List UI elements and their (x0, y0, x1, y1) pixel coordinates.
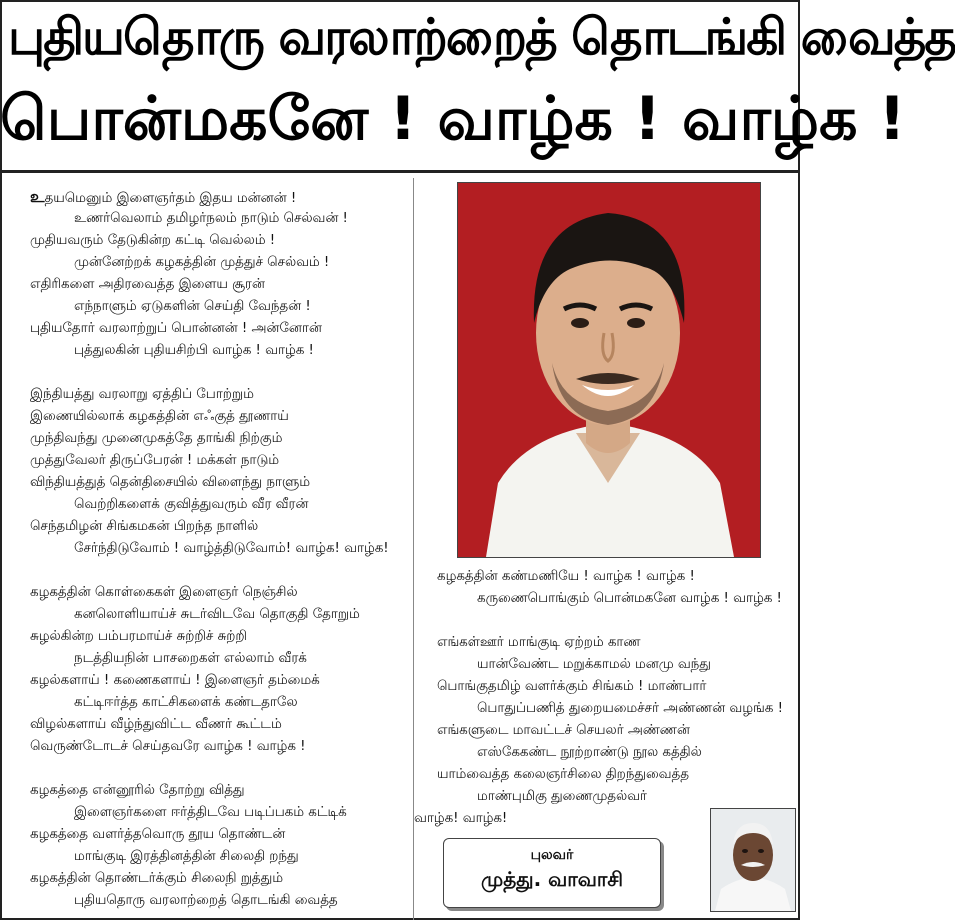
poem-left-line: சேர்ந்திடுவோம் ! வாழ்த்திடுவோம்! வாழ்க! வாழ்க! (74, 541, 389, 556)
poem-left-line: செந்தமிழன் சிங்கமகன் பிறந்த நாளில் (30, 519, 259, 534)
poem-right-line: யான்வேண்ட மறுக்காமல் மனமு வந்து (477, 657, 711, 672)
poem-left-line: விந்தியத்துத் தென்திசையில் விளைந்து நாளும் (30, 475, 310, 490)
poem-left-line: கழகத்தின் கொள்கைகள் இளைஞர் நெஞ்சில் (30, 585, 298, 600)
poem-left-line (30, 362, 410, 384)
drop-initial: உ (30, 187, 45, 206)
closing-line-wrap (414, 808, 507, 830)
poem-left-line: புதியதோர் வரலாற்றுப் பொன்னன் ! அன்னோன் (30, 321, 322, 336)
poem-left-line (30, 560, 410, 582)
poet-photo (710, 808, 796, 912)
poem-right-line: கழகத்தின் கண்மணியே ! வாழ்க ! வாழ்க ! (437, 569, 695, 584)
poem-left-line: கழல்களாய் ! கணைகளாய் ! இளைஞர் தம்மைக் (30, 673, 320, 688)
poem-left-line: இளைஞர்களை ஈர்த்திடவே படிப்பகம் கட்டிக் (74, 805, 347, 820)
poem-right-line: எஸ்கேகண்ட நூற்றாண்டு நூல கத்தில் (477, 745, 702, 760)
poem-left-column (30, 186, 410, 912)
poem-left-line: வெருண்டோடச் செய்தவரே வாழ்க ! வாழ்க ! (30, 739, 306, 754)
portrait-illustration (458, 183, 760, 557)
poem-right-column (437, 566, 797, 808)
poem-left-line (30, 758, 410, 780)
poem-right-line: மாண்புமிகு துணைமுதல்வர் (477, 789, 647, 804)
poem-right-line: பொதுப்பணித் துறையமைச்சர் அண்ணன் வழங்க ! (477, 701, 783, 716)
poem-left-line-rest: தயமெனும் இளைஞர்தம் இதய மன்னன் ! (44, 191, 297, 206)
poem-left-line: எதிரிகளை அதிரவைத்த இளைய சூரன் (30, 277, 265, 292)
headline-block (0, 0, 955, 172)
poem-left-line: கழகத்தை என்னூரில் தோற்று வித்து (30, 783, 245, 798)
poem-left-line: விழல்களாய் வீழ்ந்துவிட்ட வீணர் கூட்டம் (30, 717, 282, 732)
poem-left-line: முன்னேற்றக் கழகத்தின் முத்துச் செல்வம் ! (74, 255, 330, 270)
poem-right-line: எங்களுடை மாவட்டச் செயலர் அண்ணன் (437, 723, 690, 738)
poem-left-line: முத்துவேலர் திருப்பேரன் ! மக்கள் நாடும் (30, 453, 280, 468)
poem-right-line (437, 610, 797, 632)
poem-left-line: உணர்வெலாம் தமிழர்நலம் நாடும் செல்வன் ! (74, 211, 348, 226)
poem-left-line: கனலொளியாய்ச் சுடர்விடவே தொகுதி தோறும் (74, 607, 360, 622)
signature-name: முத்து. வாவாசி (481, 867, 623, 891)
closing-line: வாழ்க! வாழ்க! (414, 811, 508, 826)
poem-right-line: கருணைபொங்கும் பொன்மகனே வாழ்க ! வாழ்க ! (477, 591, 782, 606)
poem-left-line: இந்தியத்து வரலாறு ஏத்திப் போற்றும் (30, 387, 254, 402)
poem-right-line: எங்கள்ஊர் மாங்குடி ஏற்றம் காண (437, 635, 641, 650)
poem-left-line: எந்நாளும் ஏடுகளின் செய்தி வேந்தன் ! (74, 299, 311, 314)
poem-left-line: முதியவரும் தேடுகின்ற கட்டி வெல்லம் ! (30, 233, 276, 248)
poem-left-line: கட்டிஈர்த்த காட்சிகளைக் கண்டதாலே (74, 695, 298, 710)
poem-left-line: முந்திவந்து முனைமுகத்தே தாங்கி நிற்கும் (30, 431, 283, 446)
poem-left-line: நடத்தியநின் பாசறைகள் எல்லாம் வீரக் (74, 651, 307, 666)
poem-left-line: சுழல்கின்ற பம்பரமாய்ச் சுற்றிச் சுற்றி (30, 629, 247, 644)
headline-line-2: பொன்மகனே ! வாழ்க ! வாழ்க ! (0, 84, 906, 154)
poem-left-line: மாங்குடி இரத்தினத்தின் சிலைதி றந்து (74, 849, 299, 864)
poem-left-line: புதியதொரு வரலாற்றைத் தொடங்கி வைத்த (74, 893, 338, 908)
signature-title: புலவர் (530, 847, 574, 863)
poem-left-line: கழகத்தை வளர்த்தவொரு தூய தொண்டன் (30, 827, 286, 842)
headline-line-1: புதியதொரு வரலாற்றைத் தொடங்கி வைத்த (8, 8, 955, 66)
poem-right-line: பொங்குதமிழ் வளர்க்கும் சிங்கம் ! மாண்பார் (437, 679, 707, 694)
portrait-photo (457, 182, 761, 558)
poem-left-line: வெற்றிகளைக் குவித்துவரும் வீர வீரன் (74, 497, 309, 512)
poem-left-line (30, 186, 410, 208)
poem-left-line: இணையில்லாக் கழகத்தின் எஃகுத் தூணாய் (30, 409, 289, 424)
signature-box (443, 838, 661, 908)
poem-left-line: கழகத்தின் தொண்டர்க்கும் சிலைநி றுத்தும் (30, 871, 284, 886)
poem-left-line: புத்துலகின் புதியசிற்பி வாழ்க ! வாழ்க ! (74, 343, 314, 358)
poet-illustration (711, 809, 795, 911)
headline-rule (0, 170, 800, 173)
poem-right-line: யாம்வைத்த கலைஞர்சிலை திறந்துவைத்த (437, 767, 689, 782)
